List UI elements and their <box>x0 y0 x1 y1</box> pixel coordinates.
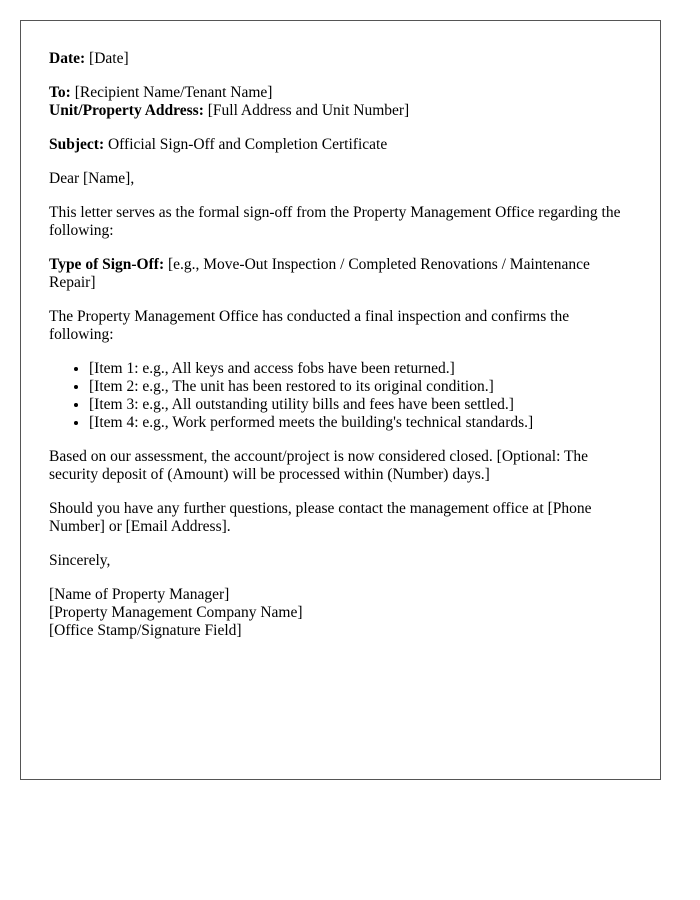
intro-paragraph: This letter serves as the formal sign-off from the Property Management Office regarding the following: <box>49 204 621 239</box>
list-item: • [Item 3: e.g., All outstanding utility bills and fees have been settled.] <box>89 396 632 414</box>
to-value: [Recipient Name/Tenant Name] <box>74 84 273 101</box>
subject-label: Subject: <box>49 136 105 153</box>
date-label: Date: <box>49 50 86 67</box>
closing: Sincerely, <box>49 552 111 569</box>
confirm-intro-paragraph: The Property Management Office has conducted a final inspection and confirms the following: <box>49 308 570 343</box>
address-value: [Full Address and Unit Number] <box>207 102 410 119</box>
manager-name: [Name of Property Manager] <box>49 586 230 603</box>
company-name: [Property Management Company Name] <box>49 604 303 621</box>
sign-off-type-line <box>49 256 632 292</box>
subject-value: Official Sign-Off and Completion Certificate <box>107 136 388 153</box>
to-label: To: <box>49 84 71 101</box>
recipient-block <box>49 84 632 120</box>
confirmation-list <box>49 360 632 432</box>
to-line <box>49 84 632 102</box>
sign-off-type-value: [e.g., Move-Out Inspection / Completed Renovations / Maintenance Repair] <box>49 256 590 291</box>
sign-off-type-label: Type of Sign-Off: <box>49 256 165 273</box>
signature-block <box>49 586 632 640</box>
address-line <box>49 102 632 120</box>
salutation: Dear [Name], <box>49 170 135 187</box>
contact-paragraph: Should you have any further questions, please contact the management office at [Phone Number] or [Email Address]. <box>49 500 592 535</box>
date-line <box>49 50 632 68</box>
stamp-signature-field: [Office Stamp/Signature Field] <box>49 622 242 639</box>
list-item: • [Item 1: e.g., All keys and access fobs have been returned.] <box>89 360 632 378</box>
date-value: [Date] <box>89 50 129 67</box>
letter-page <box>20 20 661 780</box>
list-item: • [Item 2: e.g., The unit has been restored to its original condition.] <box>89 378 632 396</box>
list-item: • [Item 4: e.g., Work performed meets the building's technical standards.] <box>89 414 632 432</box>
assessment-paragraph: Based on our assessment, the account/project is now considered closed. [Optional: The security deposit of (Amount) will be processed within (Number) days.] <box>49 448 589 483</box>
subject-line <box>49 136 632 154</box>
address-label: Unit/Property Address: <box>49 102 204 119</box>
